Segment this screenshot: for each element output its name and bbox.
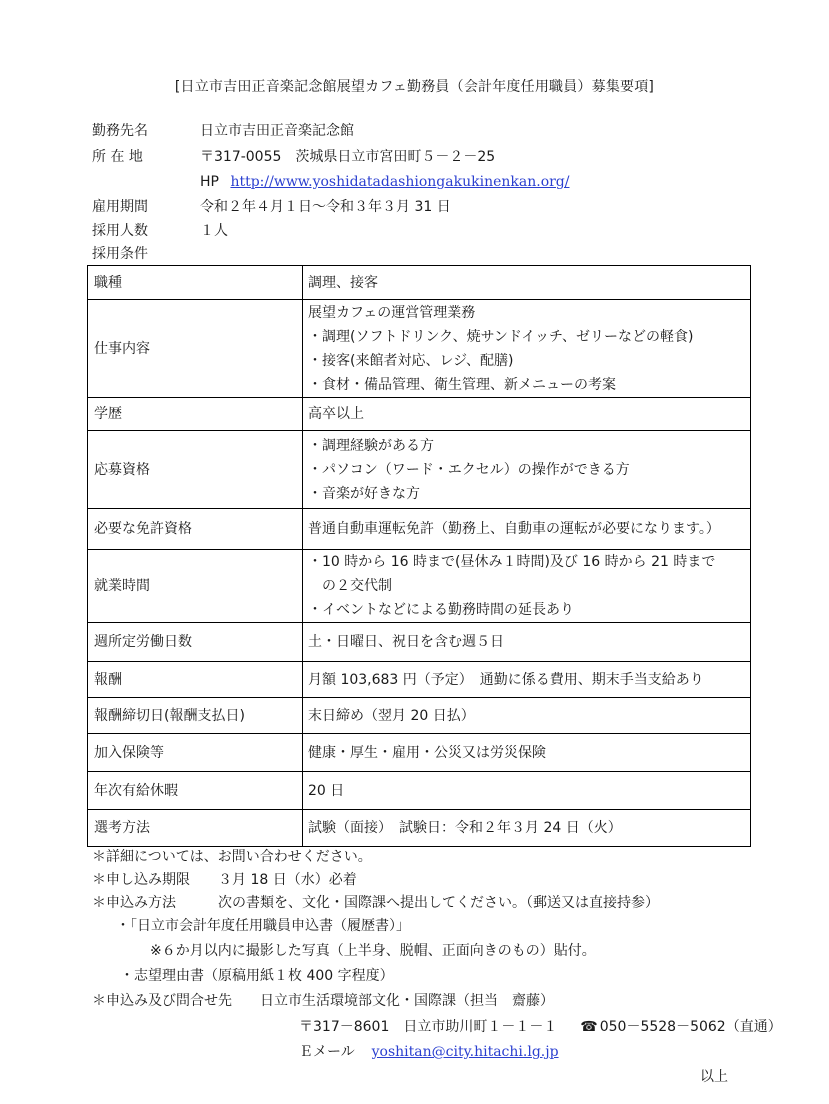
row-value	[303, 431, 751, 509]
row-label: 年次有給休暇	[88, 772, 303, 810]
hp-link[interactable]: http://www.yoshidatadashiongakukinenkan.org/	[230, 174, 570, 190]
row-value	[303, 300, 751, 398]
phone-icon: ☎	[580, 1019, 598, 1035]
period-label: 雇用期間	[92, 199, 148, 215]
row-label: 週所定労働日数	[88, 623, 303, 662]
note-detail: ＊詳細については、お問い合わせください。	[92, 849, 372, 865]
table-row	[88, 266, 751, 300]
table-row	[88, 398, 751, 431]
note-doc1: ・「日立市会計年度任用職員申込書（履歴書）」	[116, 918, 410, 934]
row-value-line: 末日締め（翌月 20 日払）	[308, 707, 475, 724]
table-row	[88, 810, 751, 847]
row-value	[303, 398, 751, 431]
table-row	[88, 431, 751, 509]
row-value	[303, 662, 751, 698]
row-value-line: ・調理経験がある方	[308, 437, 434, 454]
note-doc1-sub: ※６か月以内に撮影した写真（上半身、脱帽、正面向きのもの）貼付。	[150, 943, 596, 959]
row-value	[303, 550, 751, 623]
row-value-line: ・イベントなどによる勤務時間の延長あり	[308, 602, 574, 618]
period-value: 令和２年４月１日～令和３年３月 31 日	[200, 199, 451, 215]
conditions-label: 採用条件	[92, 246, 148, 262]
table-row	[88, 662, 751, 698]
table-row	[88, 300, 751, 398]
row-label: 加入保険等	[88, 734, 303, 772]
row-value-line: ・調理(ソフトドリンク、焼サンドイッチ、ゼリーなどの軽食)	[308, 328, 694, 345]
count-value: １人	[200, 223, 228, 239]
note-contact-address-line	[299, 1016, 782, 1038]
email-label: Ｅメール	[299, 1044, 355, 1060]
row-value	[303, 734, 751, 772]
row-value-line: 月額 103,683 円（予定） 通勤に係る費用、期末手当支給あり	[308, 671, 704, 688]
row-label: 報酬	[88, 662, 303, 698]
hp-label: HP	[200, 174, 219, 190]
row-value-line: ・音楽が好きな方	[308, 485, 420, 502]
note-email-line	[299, 1041, 559, 1063]
address-value: 〒317-0055 茨城県日立市宮田町５－２－25	[200, 149, 496, 165]
table-row	[88, 509, 751, 550]
row-value-line: ・10 時から 16 時まで(昼休み１時間)及び 16 時から 21 時まで	[308, 554, 716, 570]
address-label: 所 在 地	[92, 149, 143, 165]
workplace-value: 日立市吉田正音楽記念館	[200, 123, 354, 139]
row-value-line: 調理、接客	[308, 274, 378, 291]
contact-address: 〒317－8601 日立市助川町１－１－１	[299, 1019, 558, 1035]
table-row	[88, 734, 751, 772]
row-label: 報酬締切日(報酬支払日)	[88, 698, 303, 734]
contact-tel: 050－5528－5062（直通）	[599, 1019, 782, 1035]
note-deadline: ＊申し込み期限 ３月 18 日（水）必着	[92, 872, 357, 888]
row-value-line: ・パソコン（ワード・エクセル）の操作ができる方	[308, 461, 630, 478]
row-value-line: 展望カフェの運営管理業務	[308, 304, 476, 321]
row-value	[303, 772, 751, 810]
page-title: [日立市吉田正音楽記念館展望カフェ勤務員（会計年度任用職員）募集要項]	[174, 79, 655, 95]
end-mark: 以上	[700, 1069, 728, 1085]
row-label: 就業時間	[88, 550, 303, 623]
table-row	[88, 550, 751, 623]
row-label: 職種	[88, 266, 303, 300]
row-value-line: 土・日曜日、祝日を含む週５日	[308, 634, 504, 650]
table-row	[88, 772, 751, 810]
row-label: 必要な免許資格	[88, 509, 303, 550]
table-row	[88, 623, 751, 662]
email-link[interactable]: yoshitan@city.hitachi.lg.jp	[371, 1044, 559, 1060]
row-label: 学歴	[88, 398, 303, 431]
row-value	[303, 810, 751, 847]
row-value	[303, 623, 751, 662]
row-value-line: の２交代制	[308, 578, 392, 594]
row-value	[303, 266, 751, 300]
row-label: 選考方法	[88, 810, 303, 847]
row-label: 応募資格	[88, 431, 303, 509]
note-contact: ＊申込み及び問合せ先 日立市生活環境部文化・国際課（担当 齋藤）	[92, 993, 554, 1009]
row-value-line: 20 日	[308, 782, 345, 799]
row-label: 仕事内容	[88, 300, 303, 398]
row-value	[303, 698, 751, 734]
workplace-label: 勤務先名	[92, 123, 148, 139]
row-value-line: 健康・厚生・雇用・公災又は労災保険	[308, 744, 546, 761]
note-doc2: ・志望理由書（原稿用紙１枚 400 字程度）	[120, 968, 394, 984]
row-value-line: 普通自動車運転免許（勤務上、自動車の運転が必要になります。）	[308, 521, 720, 537]
row-value-line: 高卒以上	[308, 406, 364, 422]
row-value-line: ・接客(来館者対応、レジ、配膳)	[308, 352, 514, 369]
row-value-line: 試験（面接） 試験日：令和２年３月 24 日（火）	[308, 820, 622, 836]
table-row	[88, 698, 751, 734]
requirements-table	[87, 265, 751, 847]
row-value	[303, 509, 751, 550]
row-value-line: ・食材・備品管理、衛生管理、新メニューの考案	[308, 376, 616, 393]
note-method: ＊申込み方法 次の書類を、文化・国際課へ提出してください。（郵送又は直接持参）	[92, 895, 659, 911]
hp-value	[200, 172, 570, 192]
count-label: 採用人数	[92, 223, 148, 239]
